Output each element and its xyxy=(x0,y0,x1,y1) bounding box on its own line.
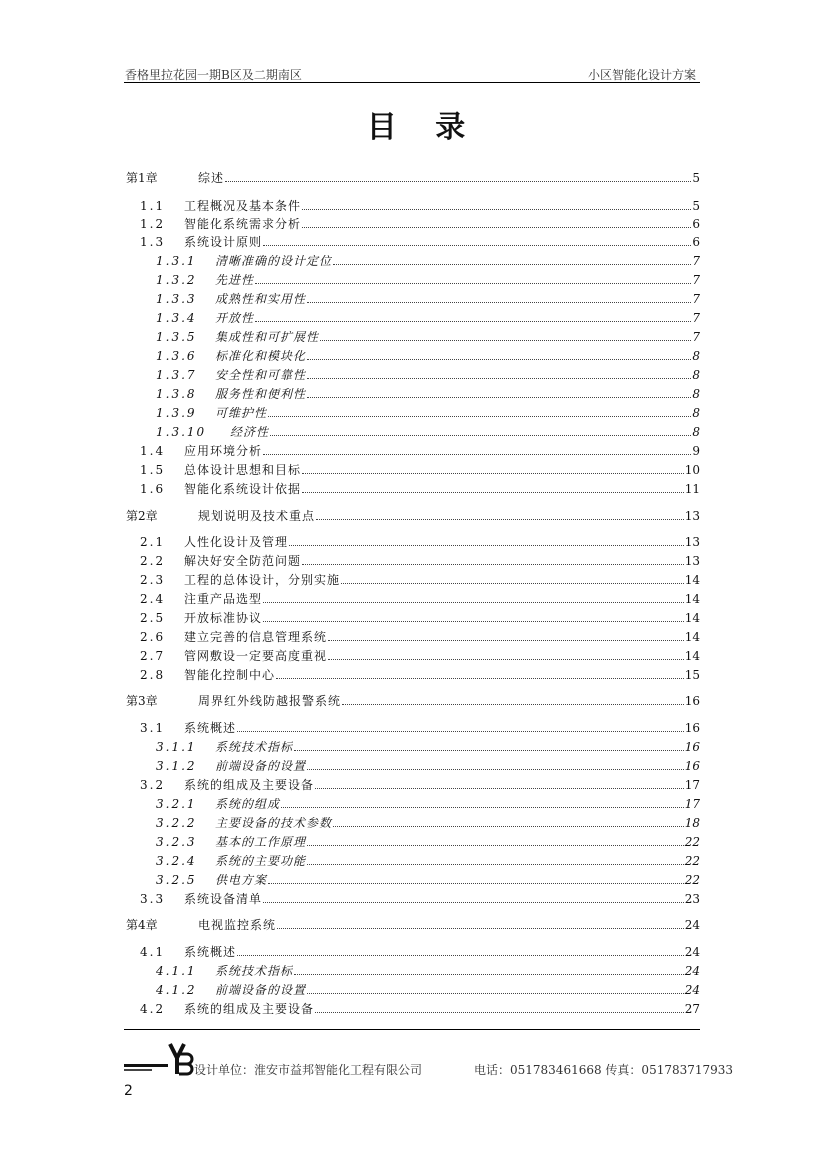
toc-entry-page: 22 xyxy=(684,873,700,887)
toc-leader-dots xyxy=(320,340,691,341)
toc-entry-page: 22 xyxy=(684,854,700,868)
toc-entry-title: 先进性 xyxy=(215,273,255,287)
toc-leader-dots xyxy=(307,397,691,398)
toc-entry-title: 系统的主要功能 xyxy=(215,854,307,868)
toc-entry[interactable] xyxy=(140,553,700,569)
toc-entry-page: 9 xyxy=(692,444,700,458)
toc-leader-dots xyxy=(341,583,684,584)
toc-entry-page: 24 xyxy=(684,964,700,978)
toc-leader-dots xyxy=(307,864,684,865)
toc-entry-title: 综述 xyxy=(198,171,225,185)
toc-entry-number: 1.1 xyxy=(140,199,166,213)
toc-entry-number: 1.3.1 xyxy=(156,254,197,268)
toc-entry[interactable] xyxy=(140,777,700,793)
toc-entry-page: 13 xyxy=(684,554,700,568)
toc-entry-title: 集成性和可扩展性 xyxy=(215,330,320,344)
footer-divider xyxy=(124,1029,700,1030)
toc-entry-page: 14 xyxy=(684,611,700,625)
toc-entry-page: 8 xyxy=(692,425,700,439)
toc-entry-page: 14 xyxy=(684,630,700,644)
toc-chapter-entry[interactable] xyxy=(126,508,700,524)
toc-leader-dots xyxy=(328,640,684,641)
toc-entry[interactable] xyxy=(140,234,700,250)
toc-entry-page: 7 xyxy=(692,311,700,325)
toc-entry-number: 3.2 xyxy=(140,778,166,792)
toc-entry-number: 第3章 xyxy=(126,694,158,708)
toc-leader-dots xyxy=(302,564,684,565)
toc-entry-page: 11 xyxy=(684,482,700,496)
toc-leader-dots xyxy=(307,359,691,360)
toc-entry-number: 1.3.4 xyxy=(156,311,197,325)
toc-entry-title: 系统技术指标 xyxy=(215,964,294,978)
toc-entry-number: 3.1 xyxy=(140,721,166,735)
footer-design-unit: 设计单位：淮安市益邦智能化工程有限公司 xyxy=(194,1063,423,1077)
toc-entry-number: 第2章 xyxy=(126,509,158,523)
toc-leader-dots xyxy=(307,378,691,379)
toc-entry-page: 24 xyxy=(684,945,700,959)
toc-entry-number: 3.2.5 xyxy=(156,873,197,887)
toc-entry[interactable] xyxy=(156,367,700,383)
toc-entry-title: 人性化设计及管理 xyxy=(184,535,289,549)
toc-entry-title: 系统概述 xyxy=(184,945,237,959)
toc-leader-dots xyxy=(225,181,691,182)
toc-entry-title: 清晰准确的设计定位 xyxy=(215,254,333,268)
toc-leader-dots xyxy=(263,245,691,246)
toc-entry-number: 1.3.10 xyxy=(156,425,207,439)
toc-entry-number: 1.4 xyxy=(140,444,166,458)
toc-leader-dots xyxy=(281,807,684,808)
toc-entry-title: 工程的总体设计，分别实施 xyxy=(184,573,341,587)
toc-leader-dots xyxy=(237,731,684,732)
toc-leader-dots xyxy=(307,769,684,770)
company-logo xyxy=(124,1040,194,1076)
toc-entry-page: 23 xyxy=(684,892,700,906)
toc-entry-number: 1.3.8 xyxy=(156,387,197,401)
toc-entry-number: 2.4 xyxy=(140,592,166,606)
toc-chapter-entry[interactable] xyxy=(126,693,700,709)
toc-entry-page: 7 xyxy=(692,273,700,287)
toc-entry-page: 6 xyxy=(692,235,700,249)
toc-entry[interactable] xyxy=(140,720,700,736)
toc-leader-dots xyxy=(263,602,684,603)
toc-entry-number: 1.3.9 xyxy=(156,406,197,420)
toc-entry-title: 前端设备的设置 xyxy=(215,983,307,997)
toc-entry-title: 基本的工作原理 xyxy=(215,835,307,849)
toc-entry-number: 1.2 xyxy=(140,217,166,231)
toc-entry-page: 13 xyxy=(684,535,700,549)
toc-leader-dots xyxy=(237,955,684,956)
toc-entry[interactable] xyxy=(140,481,700,497)
toc-entry-page: 7 xyxy=(692,292,700,306)
toc-entry-number: 3.3 xyxy=(140,892,166,906)
toc-entry-page: 13 xyxy=(684,509,700,523)
toc-entry-number: 2.1 xyxy=(140,535,166,549)
toc-entry-title: 智能化系统设计依据 xyxy=(184,482,302,496)
toc-entry-page: 5 xyxy=(692,199,700,213)
toc-entry-title: 经济性 xyxy=(230,425,270,439)
toc-entry-title: 规划说明及技术重点 xyxy=(198,509,316,523)
toc-leader-dots xyxy=(302,492,684,493)
toc-entry-title: 服务性和便利性 xyxy=(215,387,307,401)
toc-leader-dots xyxy=(270,435,691,436)
toc-entry-title: 系统的组成及主要设备 xyxy=(184,1002,315,1016)
toc-chapter-entry[interactable] xyxy=(126,170,700,186)
toc-entry-number: 1.5 xyxy=(140,463,166,477)
toc-entry-page: 22 xyxy=(684,835,700,849)
toc-entry[interactable] xyxy=(140,534,700,550)
toc-entry-title: 系统设备清单 xyxy=(184,892,263,906)
toc-leader-dots xyxy=(289,545,684,546)
toc-entry-number: 2.2 xyxy=(140,554,166,568)
toc-entry[interactable] xyxy=(156,272,700,288)
toc-entry-title: 系统概述 xyxy=(184,721,237,735)
toc-entry-title: 应用环境分析 xyxy=(184,444,263,458)
page-number: 2 xyxy=(124,1083,133,1099)
toc-entry-title: 安全性和可靠性 xyxy=(215,368,307,382)
toc-entry-number: 1.3.3 xyxy=(156,292,197,306)
toc-entry-page: 27 xyxy=(684,1002,700,1016)
toc-entry[interactable] xyxy=(156,253,700,269)
toc-entry[interactable] xyxy=(156,739,700,755)
toc-entry[interactable] xyxy=(156,815,700,831)
toc-leader-dots xyxy=(333,264,691,265)
toc-entry-number: 1.3.7 xyxy=(156,368,197,382)
toc-entry-title: 系统技术指标 xyxy=(215,740,294,754)
toc-entry-title: 智能化控制中心 xyxy=(184,668,276,682)
toc-leader-dots xyxy=(263,902,684,903)
toc-entry-number: 第1章 xyxy=(126,171,158,185)
toc-leader-dots xyxy=(268,883,684,884)
toc-entry[interactable] xyxy=(156,982,700,998)
toc-entry-title: 开放标准协议 xyxy=(184,611,263,625)
toc-entry-number: 第4章 xyxy=(126,918,158,932)
toc-entry-title: 系统的组成及主要设备 xyxy=(184,778,315,792)
toc-entry-page: 8 xyxy=(692,349,700,363)
toc-entry-number: 4.1.1 xyxy=(156,964,197,978)
toc-leader-dots xyxy=(255,321,691,322)
toc-entry-number: 2.7 xyxy=(140,649,166,663)
toc-entry-number: 3.2.1 xyxy=(156,797,197,811)
toc-entry-number: 2.8 xyxy=(140,668,166,682)
toc-entry[interactable] xyxy=(156,963,700,979)
toc-entry-number: 3.1.2 xyxy=(156,759,197,773)
toc-entry-title: 智能化系统需求分析 xyxy=(184,217,302,231)
toc-entry-page: 14 xyxy=(684,592,700,606)
toc-entry-page: 16 xyxy=(684,759,700,773)
toc-entry[interactable] xyxy=(156,796,700,812)
toc-entry[interactable] xyxy=(156,310,700,326)
toc-entry-page: 6 xyxy=(692,217,700,231)
toc-leader-dots xyxy=(307,845,684,846)
toc-entry-number: 4.1.2 xyxy=(156,983,197,997)
toc-entry[interactable] xyxy=(156,872,700,888)
toc-leader-dots xyxy=(302,473,684,474)
toc-entry-number: 3.2.3 xyxy=(156,835,197,849)
toc-entry-page: 10 xyxy=(684,463,700,477)
toc-entry[interactable] xyxy=(140,648,700,664)
toc-entry-number: 4.2 xyxy=(140,1002,166,1016)
toc-entry-page: 24 xyxy=(684,918,700,932)
toc-leader-dots xyxy=(333,826,684,827)
toc-leader-dots xyxy=(263,454,691,455)
toc-entry[interactable] xyxy=(156,405,700,421)
toc-entry-title: 系统设计原则 xyxy=(184,235,263,249)
page-title: 目 录 xyxy=(366,110,480,145)
header-document-name: 小区智能化设计方案 xyxy=(587,68,696,82)
toc-entry-number: 3.1.1 xyxy=(156,740,197,754)
toc-leader-dots xyxy=(277,928,684,929)
toc-entry-page: 5 xyxy=(692,171,700,185)
toc-entry-number: 2.3 xyxy=(140,573,166,587)
toc-entry-page: 24 xyxy=(684,983,700,997)
toc-entry[interactable] xyxy=(156,424,700,440)
toc-entry[interactable] xyxy=(140,629,700,645)
toc-entry-title: 建立完善的信息管理系统 xyxy=(184,630,328,644)
footer-contact: 电话：051783461668 传真：051783717933 xyxy=(474,1063,734,1077)
toc-entry-page: 14 xyxy=(684,649,700,663)
toc-leader-dots xyxy=(268,416,691,417)
toc-entry[interactable] xyxy=(156,329,700,345)
toc-leader-dots xyxy=(307,302,691,303)
toc-entry-number: 3.2.2 xyxy=(156,816,197,830)
header-divider xyxy=(124,82,700,83)
toc-entry-page: 16 xyxy=(684,721,700,735)
toc-leader-dots xyxy=(315,788,684,789)
toc-entry-title: 前端设备的设置 xyxy=(215,759,307,773)
toc-leader-dots xyxy=(328,659,684,660)
toc-entry-title: 周界红外线防越报警系统 xyxy=(198,694,342,708)
toc-entry[interactable] xyxy=(140,667,700,683)
toc-entry-title: 成熟性和实用性 xyxy=(215,292,307,306)
toc-entry[interactable] xyxy=(140,216,700,232)
toc-entry-page: 16 xyxy=(684,694,700,708)
toc-entry[interactable] xyxy=(140,443,700,459)
toc-leader-dots xyxy=(263,621,684,622)
toc-entry-number: 4.1 xyxy=(140,945,166,959)
toc-leader-dots xyxy=(294,750,684,751)
toc-entry[interactable] xyxy=(156,348,700,364)
toc-entry-page: 16 xyxy=(684,740,700,754)
toc-entry-page: 17 xyxy=(684,778,700,792)
toc-entry-page: 17 xyxy=(684,797,700,811)
toc-entry[interactable] xyxy=(140,591,700,607)
toc-leader-dots xyxy=(276,678,684,679)
toc-entry-page: 8 xyxy=(692,387,700,401)
toc-chapter-entry[interactable] xyxy=(126,917,700,933)
toc-entry-page: 7 xyxy=(692,330,700,344)
toc-entry[interactable] xyxy=(156,834,700,850)
toc-leader-dots xyxy=(315,1012,684,1013)
toc-leader-dots xyxy=(302,227,691,228)
toc-entry-number: 1.3.5 xyxy=(156,330,197,344)
header-project-name: 香格里拉花园一期B区及二期南区 xyxy=(125,68,302,82)
toc-entry-number: 2.5 xyxy=(140,611,166,625)
toc-entry-title: 工程概况及基本条件 xyxy=(184,199,302,213)
toc-entry[interactable] xyxy=(140,572,700,588)
toc-entry[interactable] xyxy=(140,610,700,626)
toc-entry-title: 总体设计思想和目标 xyxy=(184,463,302,477)
toc-leader-dots xyxy=(255,283,691,284)
toc-entry-title: 注重产品选型 xyxy=(184,592,263,606)
toc-entry-number: 3.2.4 xyxy=(156,854,197,868)
toc-entry[interactable] xyxy=(140,462,700,478)
toc-entry[interactable] xyxy=(156,386,700,402)
toc-entry-number: 1.3 xyxy=(140,235,166,249)
toc-entry-title: 标准化和模块化 xyxy=(215,349,307,363)
toc-entry-number: 1.3.6 xyxy=(156,349,197,363)
toc-entry-title: 主要设备的技术参数 xyxy=(215,816,333,830)
toc-entry[interactable] xyxy=(140,1001,700,1017)
toc-entry-page: 14 xyxy=(684,573,700,587)
toc-entry-title: 供电方案 xyxy=(215,873,268,887)
toc-leader-dots xyxy=(342,704,684,705)
toc-entry-number: 1.6 xyxy=(140,482,166,496)
toc-entry-title: 可维护性 xyxy=(215,406,268,420)
toc-leader-dots xyxy=(302,209,691,210)
toc-entry-page: 7 xyxy=(692,254,700,268)
toc-leader-dots xyxy=(294,974,684,975)
toc-entry[interactable] xyxy=(140,891,700,907)
toc-entry-page: 8 xyxy=(692,406,700,420)
toc-entry-number: 2.6 xyxy=(140,630,166,644)
toc-entry-title: 系统的组成 xyxy=(215,797,281,811)
toc-entry[interactable] xyxy=(140,944,700,960)
toc-entry-page: 18 xyxy=(684,816,700,830)
toc-entry-title: 管网敷设一定要高度重视 xyxy=(184,649,328,663)
toc-entry-number: 1.3.2 xyxy=(156,273,197,287)
toc-entry[interactable] xyxy=(156,758,700,774)
toc-entry-title: 电视监控系统 xyxy=(198,918,277,932)
toc-leader-dots xyxy=(316,519,684,520)
toc-leader-dots xyxy=(307,993,684,994)
toc-entry[interactable] xyxy=(156,291,700,307)
toc-entry[interactable] xyxy=(156,853,700,869)
toc-entry-title: 开放性 xyxy=(215,311,255,325)
toc-entry[interactable] xyxy=(140,198,700,214)
toc-entry-page: 15 xyxy=(684,668,700,682)
toc-entry-page: 8 xyxy=(692,368,700,382)
toc-entry-title: 解决好安全防范问题 xyxy=(184,554,302,568)
